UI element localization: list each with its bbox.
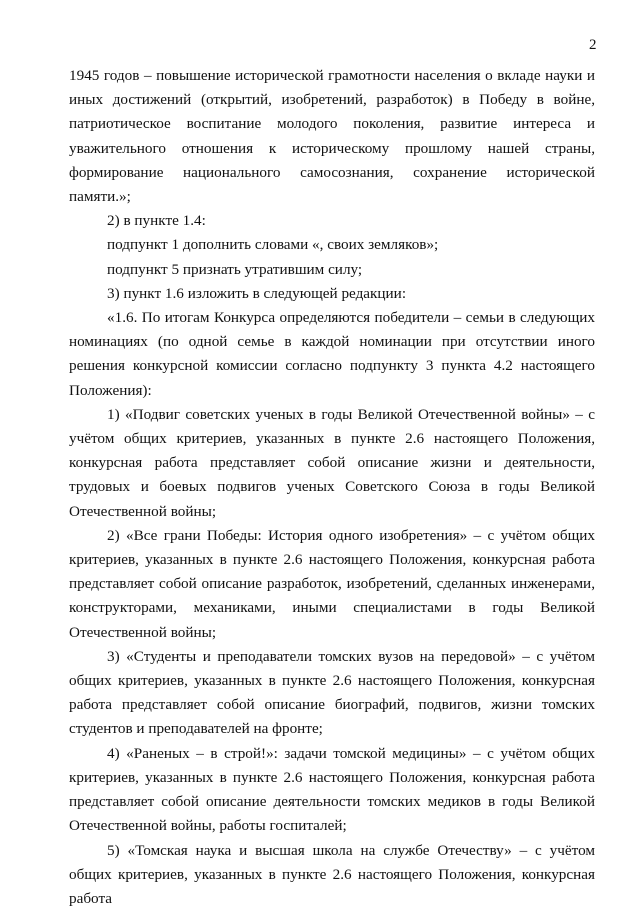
nomination-1: 1) «Подвиг советских ученых в годы Великой Отечественной войны» – с учётом общих критериев, указанных в пункте 2.6 настоящего Положения, конкурсная работа представляет собой описание жизни и деятельности, трудовых и боевых подвигов ученых Советского Союза в годы Великой Отечественной войны; <box>69 403 595 524</box>
nomination-5: 5) «Томская наука и высшая школа на службе Отечеству» – с учётом общих критериев, указанных в пункте 2.6 настоящего Положения, конкурсная работа <box>69 839 595 911</box>
nomination-4: 4) «Раненых – в строй!»: задачи томской медицины» – с учётом общих критериев, указанных в пункте 2.6 настоящего Положения, конкурсная работа представляет собой описание деятельности томских медиков в годы Великой Отечественной войны, работы госпиталей; <box>69 742 595 839</box>
paragraph-subitem-1: подпункт 1 дополнить словами «, своих земляков»; <box>69 233 595 257</box>
nomination-2: 2) «Все грани Победы: История одного изобретения» – с учётом общих критериев, указанных в пункте 2.6 настоящего Положения, конкурсная работа представляет собой описание разработок, изобретений, сделанных инженерами, конструкторами, механиками, иными специалистами в годы Великой Отечественной войны; <box>69 524 595 645</box>
paragraph-clause-1-6: «1.6. По итогам Конкурса определяются победители – семьи в следующих номинациях (по одной семье в каждой номинации при отсутствии иного решения конкурсной комиссии согласно подпункту 3 пункта 4.2 настоящего Положения): <box>69 306 595 403</box>
paragraph-item-3: 3) пункт 1.6 изложить в следующей редакции: <box>69 282 595 306</box>
document-body <box>69 64 595 911</box>
nomination-3: 3) «Студенты и преподаватели томских вузов на передовой» – с учётом общих критериев, указанных в пункте 2.6 настоящего Положения, конкурсная работа представляет собой описание биографий, подвигов, жизни томских студентов и преподавателей на фронте; <box>69 645 595 742</box>
paragraph-continuation: 1945 годов – повышение исторической грамотности населения о вкладе науки и иных достижений (открытий, изобретений, разработок) в Победу в войне, патриотическое воспитание молодого поколения, развитие интереса и уважительного отношения к историческому прошлому нашей страны, формирование национального самосознания, сохранение исторической памяти.»; <box>69 64 595 209</box>
page-number: 2 <box>589 36 597 54</box>
paragraph-subitem-5: подпункт 5 признать утратившим силу; <box>69 258 595 282</box>
paragraph-item-2: 2) в пункте 1.4: <box>69 209 595 233</box>
